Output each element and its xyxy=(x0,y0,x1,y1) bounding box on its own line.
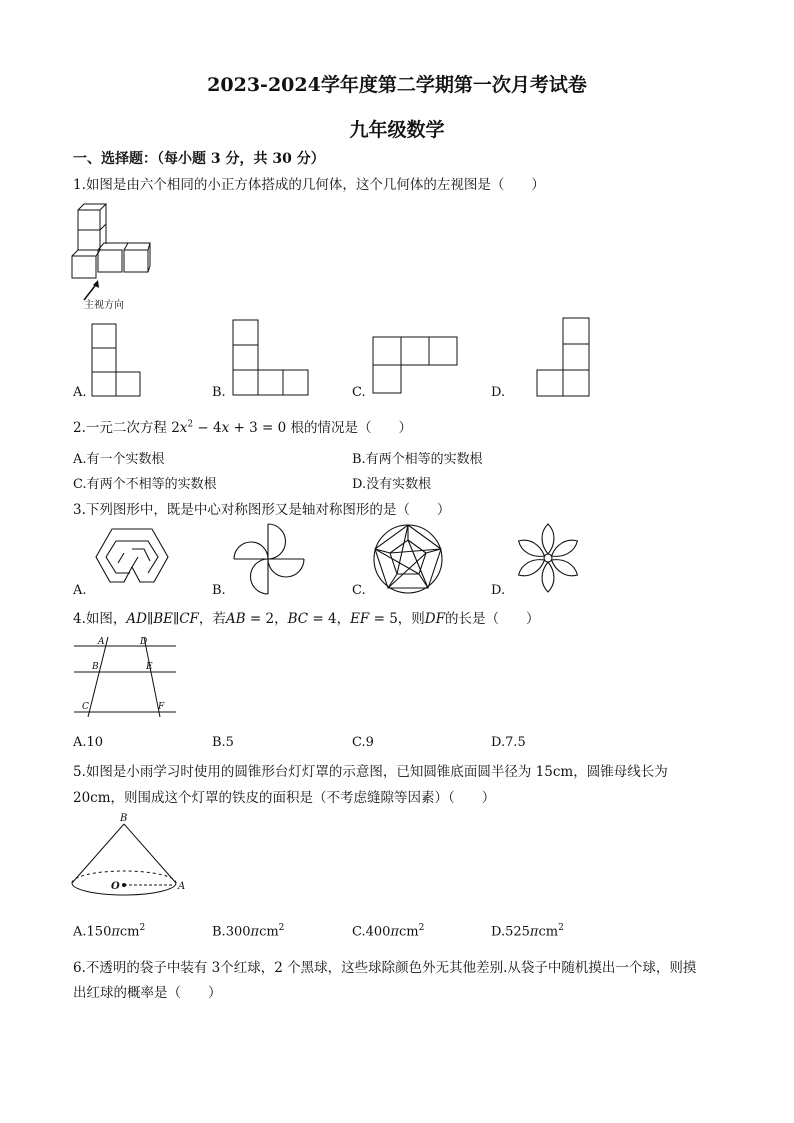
exam-title: 2023-2024学年度第二学期第一次月考试卷 xyxy=(207,74,587,96)
q4-option-d[interactable]: D.7.5 xyxy=(491,735,526,750)
q3-option-d[interactable]: D. xyxy=(491,583,506,598)
q3-option-b[interactable]: B. xyxy=(212,583,226,598)
q3-option-b-pinwheel-figure xyxy=(232,522,307,597)
svg-text:A: A xyxy=(98,637,105,647)
q3-option-c[interactable]: C. xyxy=(352,583,366,598)
q1-option-b-figure xyxy=(233,320,313,400)
q1-option-a[interactable]: A. xyxy=(73,385,87,400)
q1-option-d[interactable]: D. xyxy=(491,385,506,400)
q1-option-c-figure xyxy=(373,337,463,397)
q5-text-line2: 20cm，则围成这个灯罩的铁皮的面积是（不考虑缝隙等因素）（ ） xyxy=(73,790,496,806)
q3-text: 3.下列图形中，既是中心对称图形又是轴对称图形的是（ ） xyxy=(73,502,451,518)
q6-text-line1: 6.不透明的袋子中装有 3个红球，2 个黑球，这些球除颜色外无其他差别.从袋子中随机摸出一个球，则摸 xyxy=(73,960,697,976)
q4-option-c[interactable]: C.9 xyxy=(352,735,374,750)
svg-text:E: E xyxy=(146,662,153,672)
q5-cone-figure xyxy=(68,810,198,905)
q3-option-a[interactable]: A. xyxy=(73,583,87,598)
svg-text:B: B xyxy=(92,662,99,672)
q4-text: 4.如图，AD∥BE∥CF，若AB = 2，BC = 4，EF = 5，则DF的长是（ ） xyxy=(73,611,540,627)
section-heading: 一、选择题：（每小题 3 分，共 30 分） xyxy=(73,151,325,167)
q2-option-d[interactable]: D.没有实数根 xyxy=(352,477,432,492)
q1-option-d-figure xyxy=(537,318,592,398)
svg-text:A: A xyxy=(178,881,186,892)
exam-subtitle: 九年级数学 xyxy=(349,119,445,141)
q2-equation: $2x^2 - 4x + 3 = 0$ xyxy=(171,419,287,436)
svg-text:B: B xyxy=(120,813,128,824)
q1-solid-figure xyxy=(70,198,160,313)
q4-option-b[interactable]: B.5 xyxy=(212,735,234,750)
q5-option-a[interactable]: A.150πcm$^2$ xyxy=(73,923,146,940)
svg-text:D: D xyxy=(140,637,148,647)
q2-option-a[interactable]: A.有一个实数根 xyxy=(73,452,165,467)
svg-text:F: F xyxy=(158,702,165,712)
q2-option-b[interactable]: B.有两个相等的实数根 xyxy=(352,452,483,467)
q1-text: 1.如图是由六个相同的小正方体搭成的几何体，这个几何体的左视图是（ ） xyxy=(73,177,545,193)
q5-option-b[interactable]: B.300πcm$^2$ xyxy=(212,923,285,940)
q2-text: 2.一元二次方程 $2x^2 - 4x + 3 = 0$ 根的情况是（ ） xyxy=(73,419,413,436)
q2-option-c[interactable]: C.有两个不相等的实数根 xyxy=(73,477,217,492)
q5-text-line1: 5.如图是小雨学习时使用的圆锥形台灯灯罩的示意图，已知圆锥底面圆半径为 15cm，圆锥母线长为 xyxy=(73,764,668,780)
q4-parallel-lines-figure xyxy=(72,635,182,720)
q1-view-direction-label: 主视方向 xyxy=(84,300,124,311)
q6-text-line2: 出红球的概率是（ ） xyxy=(73,985,222,1001)
q1-option-c[interactable]: C. xyxy=(352,385,366,400)
q3-option-d-flower-figure xyxy=(512,522,584,594)
q5-option-c[interactable]: C.400πcm$^2$ xyxy=(352,923,425,940)
q3-option-c-pentagon-figure xyxy=(372,522,447,594)
q1-option-a-figure xyxy=(92,324,142,399)
q1-option-b[interactable]: B. xyxy=(212,385,226,400)
q5-option-d[interactable]: D.525πcm$^2$ xyxy=(491,923,564,940)
svg-text:O: O xyxy=(111,881,120,892)
q4-option-a[interactable]: A.10 xyxy=(73,735,104,750)
svg-text:C: C xyxy=(82,702,89,712)
q3-option-a-hexagon-figure xyxy=(92,527,172,595)
